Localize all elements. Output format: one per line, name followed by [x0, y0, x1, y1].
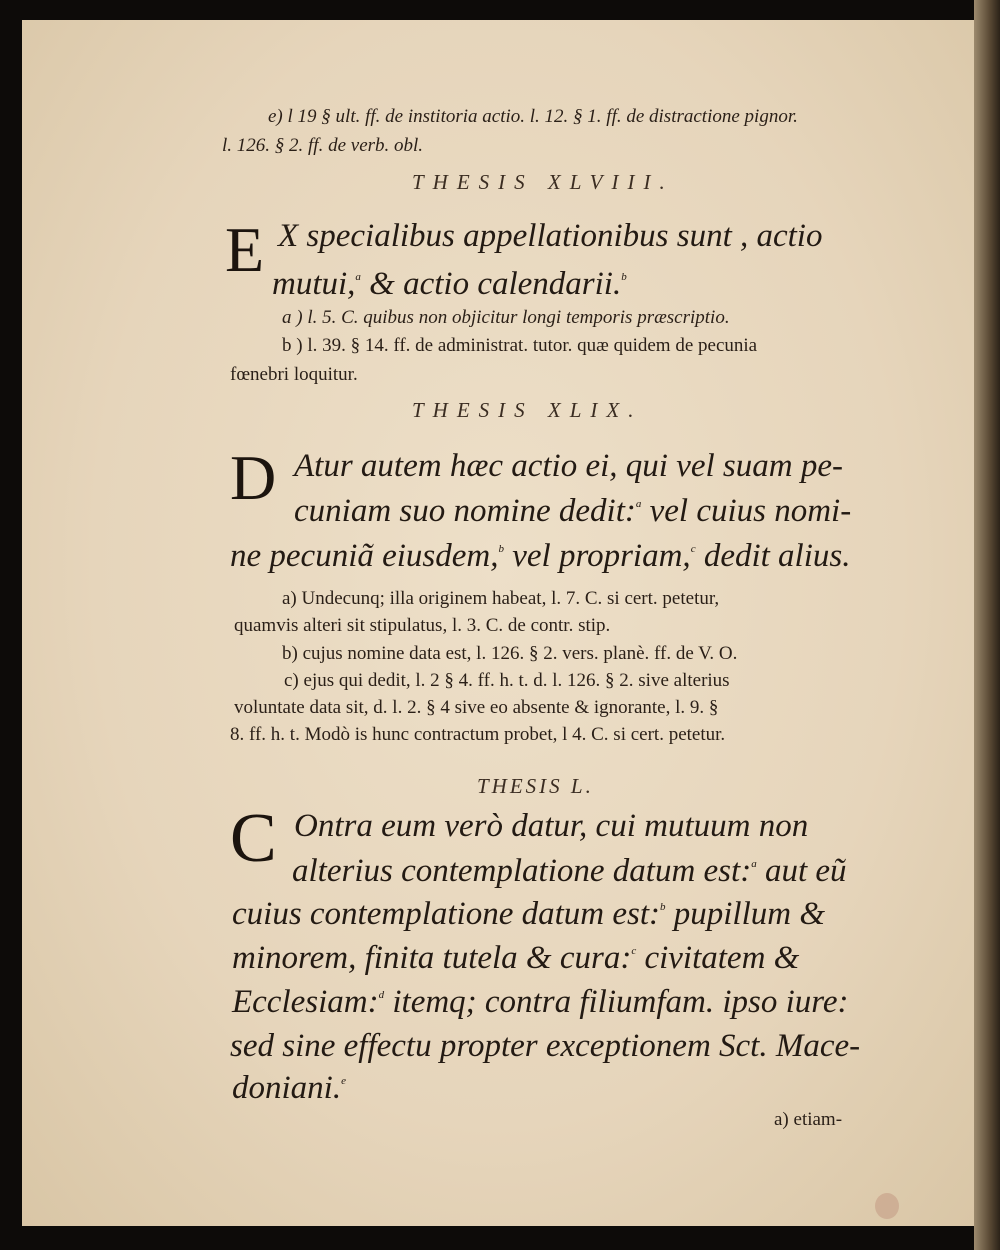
thesis-text-line: Ontra eum verò datur, cui mutuum non — [294, 808, 809, 844]
book-edge — [974, 0, 1000, 1250]
thesis-text-line: minorem, finita tutela & cura:$^c$ civitatem & — [232, 940, 800, 976]
thesis-heading: THESIS L. — [477, 774, 594, 798]
thesis-text-line: cuniam suo nomine dedit:$^a$ vel cuius nomi- — [294, 493, 852, 529]
thesis-text-line: mutui,$^a$ & actio calendarii.$^b$ — [272, 266, 627, 302]
paper-stain — [875, 1193, 899, 1219]
thesis-text-line: doniani.$^e$ — [232, 1070, 346, 1106]
thesis-text-line: alterius contemplatione datum est:$^a$ aut eũ — [292, 853, 847, 889]
thesis-text-line: cuius contemplatione datum est:$^b$ pupillum & — [232, 896, 826, 932]
footnote-line: quamvis alteri sit stipulatus, l. 3. C. de contr. stip. — [234, 615, 611, 636]
thesis-heading: THESIS XLVIII. — [412, 170, 674, 194]
thesis-heading: THESIS XLIX. — [412, 398, 643, 422]
footnote-line: a) Undecunq; illa originem habeat, l. 7. C. si cert. petetur, — [282, 588, 720, 609]
thesis-text-line: Atur autem hæc actio ei, qui vel suam pe- — [294, 448, 843, 484]
footnote-line: l. 126. § 2. ff. de verb. obl. — [222, 135, 424, 156]
footnote-line: b) cujus nomine data est, l. 126. § 2. vers. planè. ff. de V. O. — [282, 643, 738, 664]
thesis-text-line: X specialibus appellationibus sunt , actio — [278, 218, 823, 254]
thesis-text-line: Ecclesiam:$^d$ itemq; contra filiumfam. ipso iure: — [232, 984, 849, 1020]
drop-cap: E — [225, 214, 265, 285]
drop-cap: D — [230, 442, 277, 513]
footnote-line: fœnebri loquitur. — [230, 364, 358, 385]
footnote-line: 8. ff. h. t. Modò is hunc contractum probet, l 4. C. si cert. petetur. — [230, 724, 726, 745]
footnote-line: voluntate data sit, d. l. 2. § 4 sive eo absente & ignorante, l. 9. § — [234, 697, 719, 718]
footnote-line: a ) l. 5. C. quibus non objicitur longi temporis præscriptio. — [282, 307, 730, 328]
thesis-text-line: ne pecuniã eiusdem,$^b$ vel propriam,$^c$ dedit alius. — [230, 538, 851, 574]
footnote-line: b ) l. 39. § 14. ff. de administrat. tutor. quæ quidem de pecunia — [282, 335, 758, 356]
catchword: a) etiam- — [774, 1109, 843, 1130]
drop-cap: C — [230, 800, 277, 877]
footnote-line: c) ejus qui dedit, l. 2 § 4. ff. h. t. d. l. 126. § 2. sive alterius — [284, 670, 730, 691]
thesis-text-line: sed sine effectu propter exceptionem Sct. Mace- — [230, 1028, 861, 1064]
book-page — [22, 20, 974, 1226]
footnote-line: e) l 19 § ult. ff. de institoria actio. l. 12. § 1. ff. de distractione pignor. — [268, 106, 798, 127]
